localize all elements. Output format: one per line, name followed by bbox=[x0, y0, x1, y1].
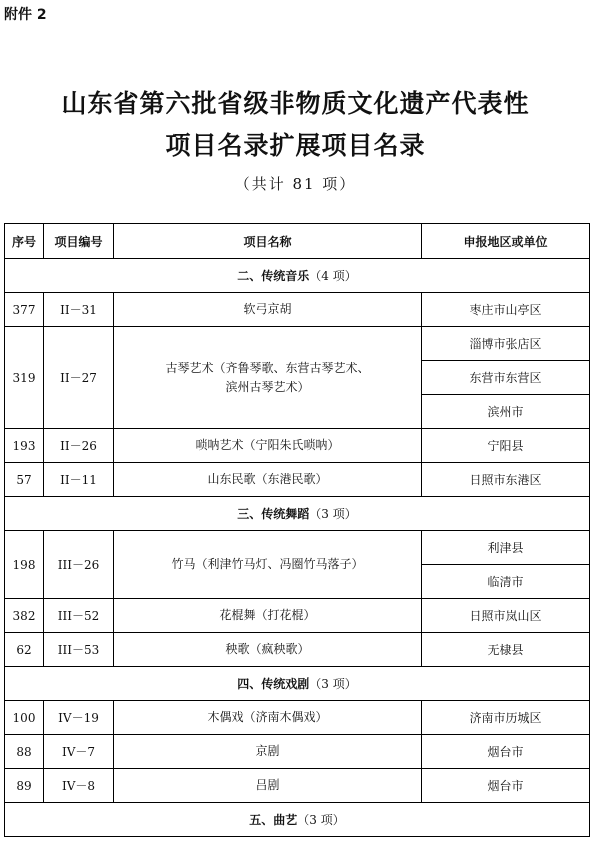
cell-project-name bbox=[114, 327, 422, 429]
cell-project-code: II－27 bbox=[44, 327, 114, 429]
cell-serial: 100 bbox=[5, 701, 44, 735]
cell-project-code: II－11 bbox=[44, 463, 114, 497]
cell-region: 淄博市张店区 bbox=[422, 327, 590, 361]
cell-project-code: IV－19 bbox=[44, 701, 114, 735]
cell-project-name bbox=[114, 293, 422, 327]
project-name-line: 竹马（利津竹马灯、冯圈竹马落子） bbox=[171, 557, 364, 571]
project-name-line: 山东民歌（东港民歌） bbox=[207, 472, 328, 486]
table-header-row bbox=[5, 224, 590, 259]
table-row bbox=[5, 769, 590, 803]
document-title-line-1: 山东省第六批省级非物质文化遗产代表性 bbox=[61, 89, 530, 118]
section-count: （3 项） bbox=[309, 677, 357, 691]
cell-project-name bbox=[114, 429, 422, 463]
cell-serial: 319 bbox=[5, 327, 44, 429]
section-heading bbox=[5, 497, 590, 531]
table-row bbox=[5, 599, 590, 633]
cell-region: 济南市历城区 bbox=[422, 701, 590, 735]
cell-region: 日照市岚山区 bbox=[422, 599, 590, 633]
cell-project-name bbox=[114, 633, 422, 667]
project-name-line: 古琴艺术（齐鲁琴歌、东营古琴艺术、 bbox=[165, 360, 370, 375]
project-name-line: 花棍舞（打花棍） bbox=[219, 608, 316, 622]
cell-region: 无棣县 bbox=[422, 633, 590, 667]
cell-serial: 377 bbox=[5, 293, 44, 327]
table-row bbox=[5, 633, 590, 667]
section-label: 四、传统戏剧 bbox=[237, 677, 310, 691]
section-heading bbox=[5, 803, 590, 837]
cell-region: 临清市 bbox=[422, 565, 590, 599]
cell-project-name bbox=[114, 769, 422, 803]
cell-region: 滨州市 bbox=[422, 395, 590, 429]
section-count: （4 项） bbox=[309, 269, 357, 283]
table-row bbox=[5, 735, 590, 769]
cell-region: 烟台市 bbox=[422, 735, 590, 769]
cell-project-name bbox=[114, 735, 422, 769]
cell-serial: 62 bbox=[5, 633, 44, 667]
section-row bbox=[5, 803, 590, 837]
table-row bbox=[5, 701, 590, 735]
section-heading bbox=[5, 259, 590, 293]
cell-region: 枣庄市山亭区 bbox=[422, 293, 590, 327]
table-row bbox=[5, 293, 590, 327]
section-label: 三、传统舞蹈 bbox=[237, 507, 310, 521]
cell-project-name bbox=[114, 701, 422, 735]
cell-project-name bbox=[114, 531, 422, 599]
project-name-line: 吕剧 bbox=[255, 778, 280, 792]
section-row bbox=[5, 497, 590, 531]
document-subtitle: （共计 81 项） bbox=[234, 175, 357, 193]
cell-project-code: III－53 bbox=[44, 633, 114, 667]
cell-serial: 382 bbox=[5, 599, 44, 633]
table-body bbox=[5, 259, 590, 837]
cell-region: 宁阳县 bbox=[422, 429, 590, 463]
cell-project-code: II－31 bbox=[44, 293, 114, 327]
table-row bbox=[5, 429, 590, 463]
cell-serial: 193 bbox=[5, 429, 44, 463]
document-title-line-2: 项目名录扩展项目名录 bbox=[165, 131, 426, 160]
project-name-line: 滨州古琴艺术） bbox=[225, 379, 310, 394]
header-project-name: 项目名称 bbox=[114, 224, 422, 259]
cell-project-code: II－26 bbox=[44, 429, 114, 463]
table-row bbox=[5, 327, 590, 361]
table-row bbox=[5, 463, 590, 497]
project-name-line: 秧歌（疯秧歌） bbox=[225, 642, 310, 656]
cell-serial: 89 bbox=[5, 769, 44, 803]
project-name-line: 唢呐艺术（宁阳朱氏唢呐） bbox=[195, 438, 340, 452]
attachment-label: 附件 2 bbox=[4, 7, 47, 23]
section-row bbox=[5, 259, 590, 293]
cell-region: 烟台市 bbox=[422, 769, 590, 803]
section-label: 五、曲艺 bbox=[249, 813, 298, 827]
cell-serial: 198 bbox=[5, 531, 44, 599]
cell-region: 利津县 bbox=[422, 531, 590, 565]
project-name-line: 软弓京胡 bbox=[243, 302, 292, 316]
section-row bbox=[5, 667, 590, 701]
cell-project-code: III－52 bbox=[44, 599, 114, 633]
cell-serial: 57 bbox=[5, 463, 44, 497]
header-region: 申报地区或单位 bbox=[422, 224, 590, 259]
cell-project-code: IV－7 bbox=[44, 735, 114, 769]
cell-project-code: IV－8 bbox=[44, 769, 114, 803]
header-project-code: 项目编号 bbox=[44, 224, 114, 259]
section-count: （3 项） bbox=[309, 507, 357, 521]
header-serial: 序号 bbox=[5, 224, 44, 259]
section-heading bbox=[5, 667, 590, 701]
cell-region: 日照市东港区 bbox=[422, 463, 590, 497]
cell-serial: 88 bbox=[5, 735, 44, 769]
heritage-table bbox=[4, 223, 590, 837]
cell-project-name bbox=[114, 463, 422, 497]
section-count: （3 项） bbox=[297, 813, 345, 827]
table-row bbox=[5, 531, 590, 565]
project-name-line: 木偶戏（济南木偶戏） bbox=[207, 710, 328, 724]
cell-project-name bbox=[114, 599, 422, 633]
project-name-line: 京剧 bbox=[255, 744, 280, 758]
cell-region: 东营市东营区 bbox=[422, 361, 590, 395]
cell-project-code: III－26 bbox=[44, 531, 114, 599]
section-label: 二、传统音乐 bbox=[237, 269, 310, 283]
